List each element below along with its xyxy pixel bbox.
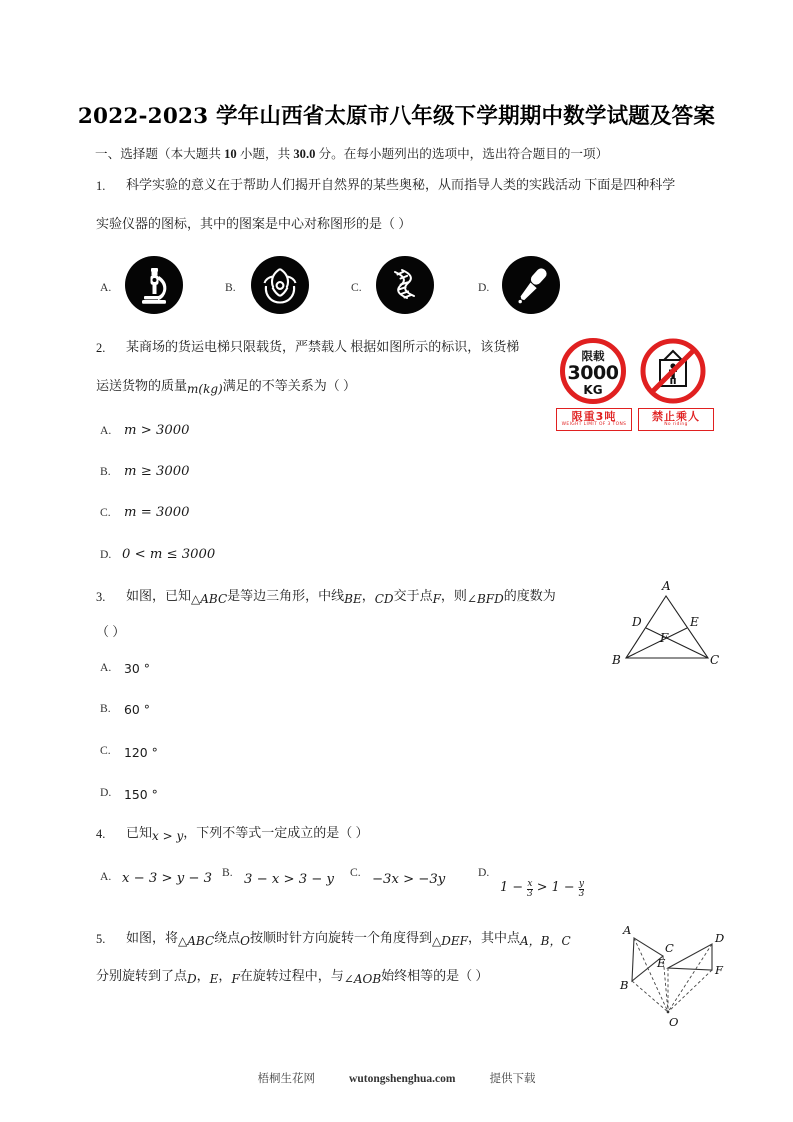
no-riding-sign — [640, 338, 706, 404]
q3-t5: ，则 — [440, 588, 467, 603]
question-4-option-a-letter[interactable]: A. — [100, 870, 112, 883]
footer-site-name: 梧桐生花网 — [257, 1073, 316, 1085]
q5-t2: 绕点 — [214, 930, 241, 945]
q5-t1: 如图，将 — [126, 930, 179, 945]
q5-point-e: E — [209, 972, 219, 986]
q3-label-C: C — [710, 653, 720, 667]
q5-label-D: D — [715, 931, 725, 945]
question-2-line-2-post: 满足的不等关系为（ ） — [222, 378, 356, 393]
question-4-option-b-letter[interactable]: B. — [222, 866, 233, 879]
section-heading — [95, 143, 608, 162]
q5-t8: 在旋转过程中，与 — [239, 968, 344, 983]
weight-limit-unit: KG — [583, 383, 603, 397]
question-5-line-2 — [96, 968, 488, 984]
q5-t9: 始终相等的是（ ） — [381, 968, 489, 983]
section-question-count: 10 — [224, 147, 237, 161]
question-1-line-2: 实验仪器的图标，其中的图案是中心对称图形的是（ ） — [96, 216, 412, 231]
q5-label-O: O — [669, 1015, 679, 1029]
question-5-rotation-figure — [616, 916, 728, 1037]
footer-url: wutongshenghua.com — [349, 1073, 456, 1085]
q5-points-abc: A，B，C — [519, 934, 571, 948]
question-1-option-a-letter[interactable]: A. — [100, 281, 112, 294]
q5-label-A: A — [623, 923, 632, 937]
question-4-number: 4. — [96, 827, 106, 841]
question-4-line-1 — [126, 825, 369, 841]
q3-point-f: F — [432, 592, 441, 606]
question-3-line-2: （ ） — [96, 624, 126, 639]
question-2-option-b-text[interactable]: m ≥ 3000 — [124, 464, 190, 479]
question-5-number: 5. — [96, 932, 106, 946]
q5-label-C: C — [665, 941, 674, 955]
dropper-icon[interactable] — [502, 256, 560, 314]
question-2-option-d-text[interactable]: 0 < m ≤ 3000 — [122, 547, 216, 562]
question-3-number: 3. — [96, 590, 106, 604]
question-1-line-1: 科学实验的意义在于帮助人们揭开自然界的某些奥秘，从而指导人类的实践活动 下面是四种科学 — [126, 177, 676, 192]
dna-icon[interactable] — [376, 256, 434, 314]
q3-t6: 的度数为 — [503, 588, 556, 603]
q5-triangle-abc: △ABC — [178, 934, 215, 948]
q3-t2: 是等边三角形，中线 — [227, 588, 345, 603]
question-2-option-b-letter[interactable]: B. — [100, 465, 111, 478]
q3-label-D: D — [632, 615, 642, 629]
q5-label-B: B — [620, 978, 629, 992]
question-3-option-d-text[interactable]: 150 ° — [124, 787, 158, 802]
q5-label-F: F — [715, 963, 723, 977]
section-heading-mid: 小题，共 — [236, 147, 294, 161]
question-4-option-c-text[interactable]: −3x > −3y — [372, 872, 446, 887]
question-4-option-a-text[interactable]: x − 3 > y − 3 — [122, 871, 212, 886]
elevator-warning-signs — [556, 336, 726, 436]
section-total-points: 30.0 — [293, 147, 316, 161]
microscope-icon[interactable] — [125, 256, 183, 314]
q3-t1: 如图，已知 — [126, 588, 192, 603]
question-2-option-c-letter[interactable]: C. — [100, 506, 111, 519]
question-1-option-c-letter[interactable]: C. — [351, 281, 362, 294]
q5-point-f: F — [231, 972, 240, 986]
footer — [0, 1070, 793, 1086]
question-2-variable: m(kg) — [187, 382, 223, 396]
q3-t3: ， — [361, 588, 375, 603]
q3-median-cd: CD — [374, 592, 394, 606]
q3-angle-bfd: ∠BFD — [466, 592, 504, 606]
question-5-line-1 — [126, 930, 571, 946]
question-3-line-1 — [126, 588, 556, 604]
q5-t5: 分别旋转到了点 — [96, 968, 188, 983]
weight-limit-banner-text: 限重3吨 — [571, 410, 617, 423]
q5-t4: ，其中点 — [467, 930, 520, 945]
section-heading-prefix: 一、选择题（本大题共 — [95, 147, 225, 161]
question-3-option-d-letter[interactable]: D. — [100, 786, 112, 799]
biohazard-icon[interactable] — [251, 256, 309, 314]
q3-median-be: BE — [344, 592, 362, 606]
footer-action: 提供下载 — [489, 1073, 536, 1085]
weight-limit-banner-subtext: WEIGHT LIMIT OF 3 TONS — [561, 421, 627, 427]
q3-label-B: B — [612, 653, 621, 667]
question-3-option-b-letter[interactable]: B. — [100, 702, 111, 715]
weight-limit-label: 限载 — [581, 349, 605, 363]
q4-t2: ，下列不等式一定成立的是（ ） — [183, 825, 369, 840]
question-2-number: 2. — [96, 341, 106, 355]
q5-triangle-def: △DEF — [432, 934, 468, 948]
no-riding-banner — [638, 408, 714, 431]
question-4-option-b-text[interactable]: 3 − x > 3 − y — [244, 872, 334, 887]
question-3-option-a-text[interactable]: 30 ° — [124, 661, 150, 676]
no-riding-banner-subtext: No riding — [664, 421, 688, 427]
section-heading-suffix: 分。在每小题列出的选项中，选出符合题目的一项） — [315, 147, 609, 161]
question-2-line-1: 某商场的货运电梯只限载货，严禁载人 根据如图所示的标识，该货梯 — [126, 339, 520, 354]
q5-point-d: D — [187, 972, 197, 986]
question-1-option-d-letter[interactable]: D. — [478, 281, 490, 294]
q5-t7: ， — [218, 968, 232, 983]
q4-condition: x > y — [152, 829, 184, 843]
question-2-option-a-text[interactable]: m > 3000 — [124, 423, 190, 438]
q5-angle-aob: ∠AOB — [343, 972, 382, 986]
weight-limit-value: 3000 — [567, 362, 619, 384]
question-2-option-c-text[interactable]: m = 3000 — [124, 505, 190, 520]
question-3-option-c-text[interactable]: 120 ° — [124, 745, 158, 760]
q5-label-E: E — [657, 956, 666, 970]
question-2-line-2 — [96, 378, 356, 394]
question-4-option-d-text[interactable]: 1 − $\frac{x}{3}$ > 1 − $\frac{y}{3}$ — [500, 878, 585, 899]
q5-t3: 按顺时针方向旋转一个角度得到 — [250, 930, 433, 945]
q5-t6: ， — [196, 968, 210, 983]
question-2-option-d-letter[interactable]: D. — [100, 548, 112, 561]
question-4-option-d-letter[interactable]: D. — [478, 866, 490, 879]
question-3-triangle-figure — [604, 572, 722, 685]
q3-triangle-abc: △ABC — [191, 592, 228, 606]
q3-label-E: E — [690, 615, 699, 629]
q3-label-F: F — [660, 631, 669, 645]
q3-t4: 交于点 — [393, 588, 433, 603]
question-1-option-b-letter[interactable]: B. — [225, 281, 236, 294]
page-title: 2022-2023 学年山西省太原市八年级下学期期中数学试题及答案 — [77, 104, 716, 129]
question-3-option-a-letter[interactable]: A. — [100, 661, 112, 674]
q3-label-A: A — [662, 579, 671, 593]
question-4-option-c-letter[interactable]: C. — [350, 866, 361, 879]
question-2-line-2-pre: 运送货物的质量 — [96, 378, 188, 393]
question-1-number: 1. — [96, 179, 106, 193]
weight-limit-sign — [560, 338, 626, 404]
no-riding-banner-text: 禁止乘人 — [652, 410, 700, 423]
question-3-option-c-letter[interactable]: C. — [100, 744, 111, 757]
q4-t1: 已知 — [126, 825, 153, 840]
question-2-option-a-letter[interactable]: A. — [100, 424, 112, 437]
q5-point-o: O — [240, 934, 250, 948]
weight-limit-banner — [556, 408, 632, 431]
question-3-option-b-text[interactable]: 60 ° — [124, 702, 150, 717]
